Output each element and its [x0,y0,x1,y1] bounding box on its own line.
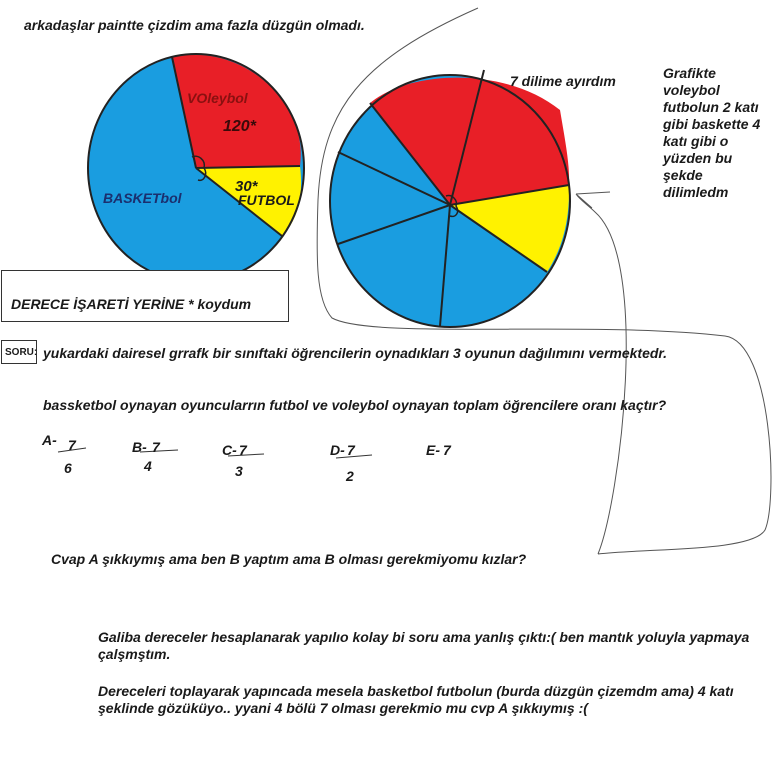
option-a-letter[interactable]: A- [42,432,57,448]
degree-note-box [1,270,289,322]
right-pie-chart [330,70,570,327]
option-d-numerator: 7 [347,442,355,458]
voleybol-angle-label: 120* [223,118,256,135]
question-tag: SORU: [5,347,38,358]
option-d-letter[interactable]: D- [330,442,345,458]
intro-text: arkadaşlar paintte çizdim ama fazla düzgün olmadı. [24,17,365,33]
question-tag-box [1,340,37,364]
futbol-label: FUTBOL [238,192,295,208]
option-d-denominator: 2 [346,468,354,484]
question-text: yukardaki dairesel grrafk bir sınıftaki öğrencilerin oynadıkları 3 oyunun dağılımını vermektedr. [43,345,667,361]
option-fraction-lines [58,448,372,458]
option-c-denominator: 3 [235,463,243,479]
futbol-angle-label: 30* [235,178,258,195]
option-b-letter[interactable]: B- [132,439,147,455]
option-e-numerator: 7 [443,442,451,458]
question-prompt: bassketbol oynayan oyuncularrın futbol ve voleybol oynayan toplam öğrencilere oranı kaçtır? [43,397,667,413]
option-c-numerator: 7 [239,442,247,458]
option-e-letter[interactable]: E- [426,442,440,458]
option-b-numerator: 7 [152,439,160,455]
comment-3: Dereceleri toplayarak yapıncada mesela basketbol futbolun (burda düzgün çizemdm ama) 4 katı şeklinde gözüküyo.. yyani 4 bölü 7 olması gerekmio mu cvp A şıkkıymış :( [98,683,734,716]
right-pie-caption: 7 dilime ayırdım [510,73,616,89]
option-a-numerator: 7 [68,437,76,453]
option-c-letter[interactable]: C- [222,442,237,458]
left-pie-chart [88,54,304,282]
side-note: Grafikte voleybol futbolun 2 katı gibi baskette 4 katı gibi o yüzden bu şekde dilimledm [663,65,761,200]
option-b-denominator: 4 [144,458,152,474]
basketbol-label: BASKETbol [103,190,182,206]
comment-1: Cvap A şıkkıymış ama ben B yaptım ama B olması gerekmiyomu kızlar? [51,551,527,567]
voleybol-label: VOleybol [187,90,248,106]
comment-2: Galiba dereceler hesaplanarak yapılıo kolay bi soru ama yanlış çıktı:( ben mantık yoluyla yapmaya çalşmştım. [98,629,750,662]
option-a-denominator: 6 [64,460,72,476]
degree-note: DERECE İŞARETİ YERİNE * koydum [11,296,252,312]
